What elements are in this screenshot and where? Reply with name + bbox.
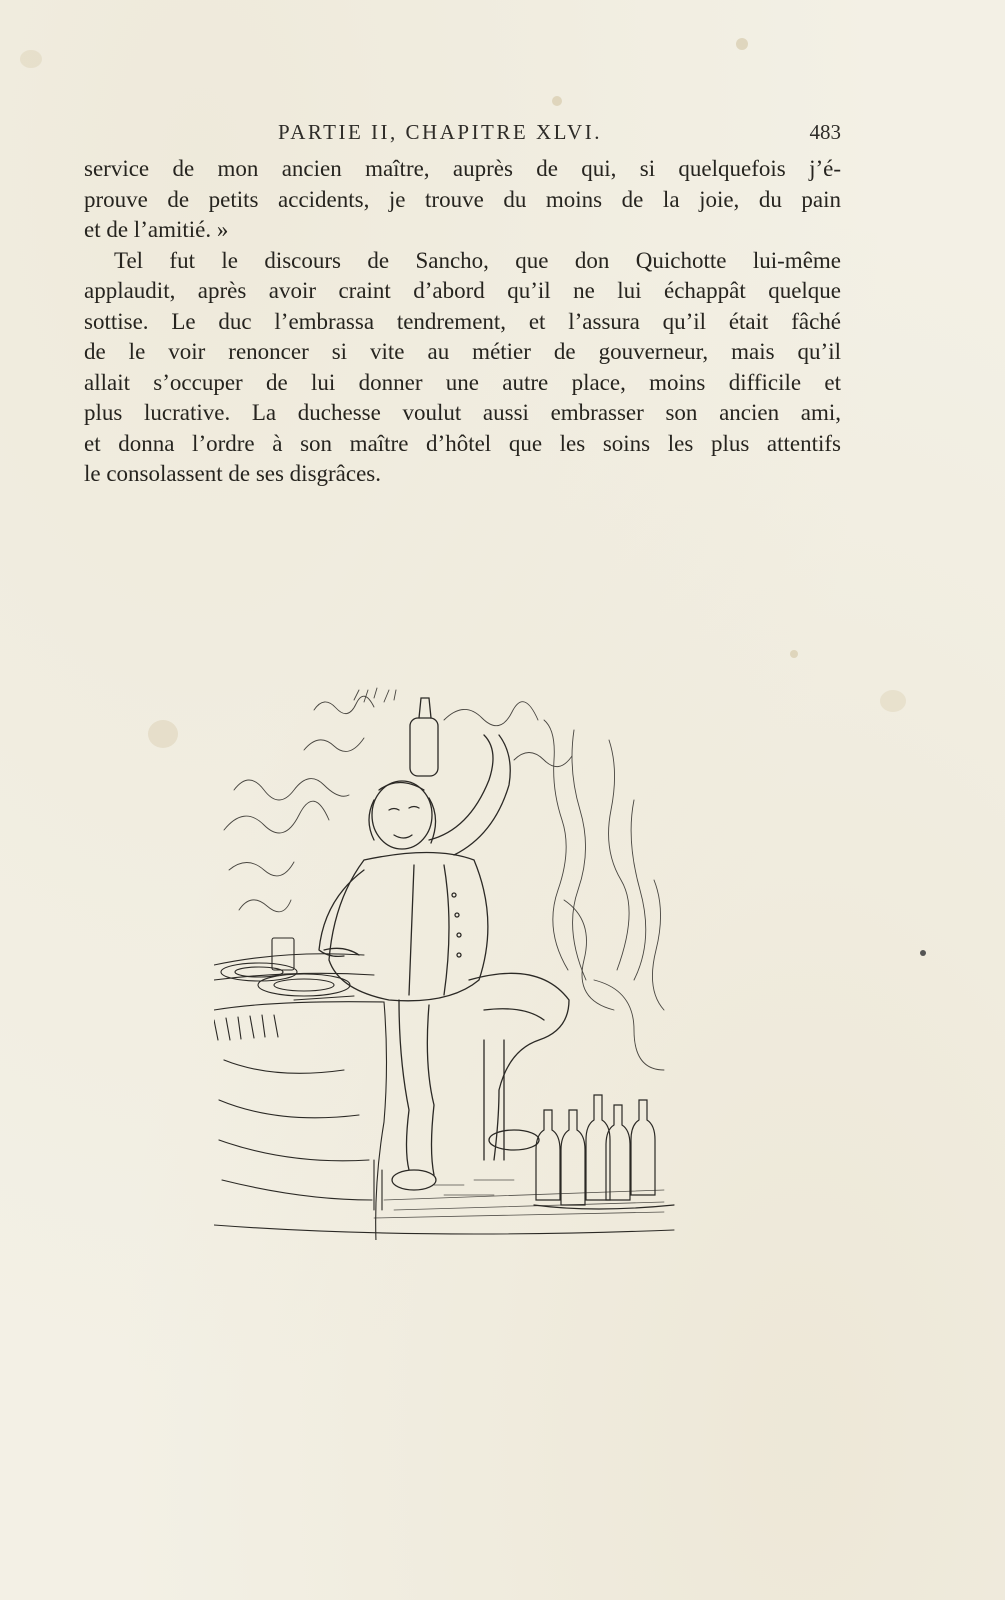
- text-line: service de mon ancien maître, auprès de qui, si quelquefois j’é-: [84, 156, 841, 181]
- foxing-spot: [736, 38, 748, 50]
- text-line: prouve de petits accidents, je trouve du moins de la joie, du pain: [84, 186, 841, 212]
- body-text: [84, 154, 841, 490]
- page-header: [86, 120, 841, 150]
- engraving-illustration: [214, 680, 684, 1240]
- page-number: 483: [809, 120, 841, 144]
- text-line: Tel fut le discours de Sancho, que don Quichotte lui-même: [114, 247, 841, 273]
- text-line: allait s’occuper de lui donner une autre place, moins difficile et: [84, 369, 841, 395]
- foxing-spot: [880, 690, 906, 712]
- text-line: et de l’amitié. »: [84, 217, 229, 242]
- foxing-spot: [552, 96, 562, 106]
- sancho-figure: [319, 698, 569, 1190]
- foxing-spot: [790, 650, 798, 658]
- text-line: de le voir renoncer si vite au métier de gouverneur, mais qu’il: [84, 339, 841, 364]
- text-line: applaudit, après avoir craint d’abord qu’il ne lui échappât quelque: [84, 278, 841, 303]
- text-line: plus lucrative. La duchesse voulut aussi embrasser son ancien ami,: [84, 400, 841, 425]
- foliage: [224, 688, 664, 1070]
- ground-hatching: [374, 1180, 664, 1218]
- engraving-svg: [214, 680, 684, 1240]
- text-line: le consolassent de ses disgrâces.: [84, 461, 382, 486]
- foxing-spot: [920, 950, 926, 956]
- text-line: sottise. Le duc l’embrassa tendrement, et l’assura qu’il était fâché: [84, 308, 841, 334]
- foxing-spot: [20, 50, 42, 68]
- running-title: PARTIE II, CHAPITRE XLVI.: [278, 120, 602, 144]
- foxing-spot: [148, 720, 178, 748]
- text-line: et donna l’ordre à son maître d’hôtel que les soins les plus attentifs: [84, 430, 841, 456]
